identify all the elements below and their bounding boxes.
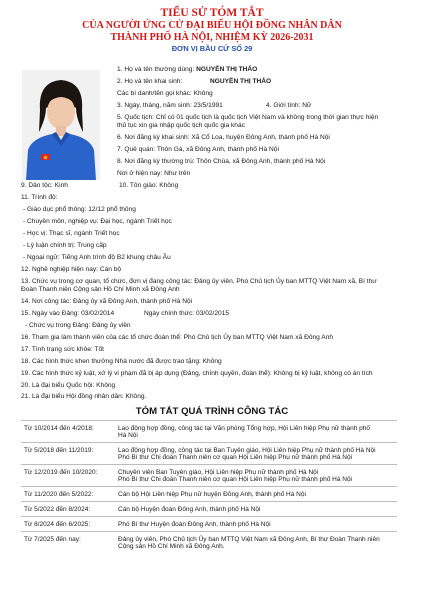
- field-education: 11. Trình độ:: [21, 194, 58, 201]
- field-current-residence: Nơi ở hiện nay: Như trên: [117, 170, 191, 177]
- field-value: NGUYỄN THỊ THẢO: [196, 66, 258, 73]
- field-health: 17. Tình trạng sức khỏe: Tốt: [21, 346, 104, 353]
- field-occupation: 12. Nghề nghiệp hiện nay: Cán bộ: [21, 266, 122, 273]
- work-description: [118, 469, 400, 484]
- work-divider: [21, 501, 397, 502]
- work-description: [118, 506, 400, 513]
- work-description-line: Phó Bí thư Chi đoàn Thanh niên cơ quan Hội Liên hiệp Phụ nữ thành phố Hà Nội: [118, 454, 353, 462]
- work-period: Từ 7/2025 đến nay:: [24, 536, 81, 543]
- election-unit: ĐƠN VỊ BẦU CỬ SỐ 29: [171, 44, 253, 53]
- work-description-line: Hà Nội: [118, 432, 138, 440]
- field-birth-registration: 6. Nơi đăng ký khai sinh: Xã Cổ Loa, huyện Đông Anh, thành phố Hà Nội: [117, 134, 330, 141]
- field-position-cont: Đoàn Thanh niên Cộng sản Hồ Chí Minh xã Đông Anh: [21, 286, 180, 293]
- field-party-join-date: 15. Ngày vào Đảng: 03/02/2014: [21, 310, 115, 317]
- field-gender: 4. Giới tính: Nữ: [266, 102, 312, 109]
- work-history-title: TÓM TẮT QUÁ TRÌNH CÔNG TÁC: [135, 406, 289, 417]
- candidate-photo: [22, 70, 100, 180]
- field-organizations: 16. Tham gia làm thành viên của các tổ chức đoàn thể: Phó Chủ tịch Ủy ban MTTQ Việt Nam xã Đông Anh: [21, 334, 334, 341]
- work-period: Từ 10/2014 đến 4/2018:: [24, 425, 94, 432]
- work-description: [118, 447, 400, 462]
- field-national-assembly: 20. Là đại biểu Quốc hội: Không: [21, 382, 116, 389]
- work-description-line: Phó Bí thư Chi đoàn Thanh niên cơ quan Hội Liên hiệp Phụ nữ thành phố Hà Nội: [118, 476, 353, 484]
- field-aliases: Các bí danh/tên gọi khác: Không: [117, 90, 213, 97]
- work-description-line: Lao động hợp đồng, công tác tại Ban Tuyên giáo, Hội Liên hiệp Phụ nữ thành phố Hà Nội: [118, 447, 376, 454]
- work-period: Từ 5/2022 đến 8/2024:: [24, 506, 91, 513]
- work-description-line: Chuyên viên Ban Tuyên giáo, Hội Liên hiệp Phụ nữ thành phố Hà Nội: [118, 469, 319, 476]
- work-divider: [21, 464, 397, 465]
- field-label: 1. Họ và tên thường dùng:: [117, 66, 197, 73]
- work-description: [118, 521, 400, 528]
- field-common-name: [117, 66, 257, 74]
- field-label: 2. Họ và tên khai sinh:: [117, 78, 183, 85]
- field-party-position: - Chức vụ trong Đảng: Đảng ủy viên: [25, 322, 131, 329]
- work-description-line: Cán bộ Huyện đoàn Đông Anh, thành phố Hà Nội: [118, 506, 261, 513]
- work-divider: [21, 486, 397, 487]
- field-education-language: - Ngoại ngữ: Tiếng Anh trình độ B2 khung châu Âu: [23, 254, 171, 261]
- work-description-line: Đảng ủy viên, Phó Chủ tịch Ủy ban MTTQ Việt Nam xã Đông Anh, Bí thư Đoàn Thanh niên: [118, 536, 380, 543]
- work-description-line: Cộng sản Hồ Chí Minh xã Đông Anh.: [118, 543, 225, 551]
- work-divider: [21, 442, 397, 443]
- work-description: [118, 491, 400, 498]
- doc-title: TIỂU SỬ TÓM TẮT: [160, 7, 264, 19]
- field-nationality-cont: thủ tục xin gia nhập quốc tịch quốc gia khác: [117, 122, 245, 129]
- field-discipline: 19. Các hình thức kỷ luật, xử lý vi phạm đã bị áp dụng (Đảng, chính quyền, đoàn thể): Không bị kỷ luật, không có án tích: [21, 370, 373, 377]
- field-ethnicity: 9. Dân tộc: Kinh: [21, 182, 68, 189]
- work-description: [118, 536, 400, 551]
- work-divider: [21, 420, 397, 421]
- work-period: Từ 8/2024 đến 6/2025:: [24, 521, 91, 528]
- work-description-line: Phó Bí thư Huyện đoàn Đông Anh, thành phố Hà Nội: [118, 521, 271, 528]
- field-education-major: - Chuyên môn, nghiệp vụ: Đại học, ngành Triết học: [23, 218, 172, 225]
- field-peoples-council: 21. Là đại biểu Hội đồng nhân dân: Không.: [21, 393, 147, 400]
- field-education-politics: - Lý luận chính trị: Trung cấp: [23, 242, 107, 249]
- field-religion: 10. Tôn giáo: Không: [119, 182, 179, 189]
- work-period: Từ 12/2019 đến 10/2020:: [24, 469, 98, 476]
- field-awards: 18. Các hình thức khen thưởng Nhà nước đã được trao tặng: Không: [21, 358, 222, 365]
- field-permanent-residence: 8. Nơi đăng ký thường trú: Thôn Chùa, xã Đông Anh, thành phố Hà Nội: [117, 158, 326, 165]
- field-party-official-date: Ngày chính thức: 03/02/2015: [144, 310, 230, 317]
- work-description-line: Cán bộ Hội Liên hiệp Phụ nữ huyện Đông Anh, thành phố Hà Nội: [118, 491, 306, 498]
- work-period: Từ 11/2020 đến 5/2022:: [24, 491, 94, 498]
- work-divider: [21, 516, 397, 517]
- field-birthdate: 3. Ngày, tháng, năm sinh: 23/5/1991: [117, 102, 223, 109]
- doc-term: THÀNH PHỐ HÀ NỘI, NHIỆM KỲ 2026-2031: [110, 32, 314, 43]
- field-education-degree: - Học vị: Thạc sĩ, ngành Triết học: [23, 230, 120, 237]
- field-education-general: - Giáo dục phổ thông: 12/12 phổ thông: [23, 206, 136, 213]
- work-divider: [21, 531, 397, 532]
- work-description-line: Lao động hợp đồng, công tác tại Văn phòng Tổng hợp, Hội Liên hiệp Phụ nữ thành phố: [118, 425, 371, 432]
- field-birth-name: [117, 78, 182, 86]
- work-period: Từ 5/2018 đến 11/2019:: [24, 447, 94, 454]
- field-workplace: 14. Nơi công tác: Đảng ủy xã Đông Anh, thành phố Hà Nội: [21, 298, 193, 305]
- work-description: [118, 425, 400, 440]
- field-nationality: 5. Quốc tịch: Chỉ có 01 quốc tịch là quốc tịch Việt Nam và không trong thời gian thực hiện: [117, 114, 379, 121]
- field-position: 13. Chức vụ trong cơ quan, tổ chức, đơn vị đang công tác: Đảng ủy viên, Phó Chủ tịch Ủy ban MTTQ Việt Nam xã, Bí thư: [21, 278, 377, 285]
- field-birth-name-value: NGUYỄN THỊ THẢO: [210, 78, 272, 85]
- doc-subtitle: CỦA NGƯỜI ỨNG CỬ ĐẠI BIỂU HỘI ĐỒNG NHÂN DÂN: [82, 20, 342, 31]
- field-hometown: 7. Quê quán: Thôn Gà, xã Đông Anh, thành phố Hà Nội: [117, 146, 279, 153]
